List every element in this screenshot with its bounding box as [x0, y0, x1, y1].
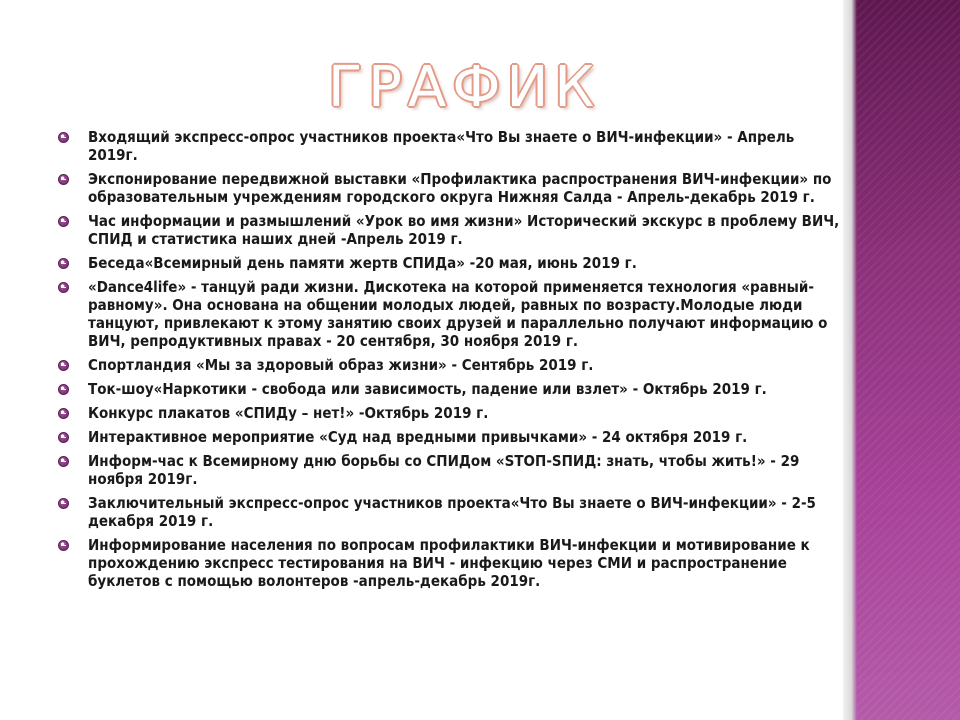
bullet-icon: [58, 498, 69, 509]
list-item: [58, 170, 848, 206]
list-item: [58, 212, 848, 248]
list-item-text: Час информации и размышлений «Урок во имя жизни» Исторический экскурс в проблему ВИЧ, СПИД и статистика наших дней -Апрель 2019 г.: [88, 212, 840, 248]
list-item: [58, 278, 848, 350]
bullet-icon: [58, 174, 69, 185]
list-item-text: Входящий экспресс-опрос участников проекта«Что Вы знаете о ВИЧ-инфекции» - Апрель 2019г.: [88, 128, 795, 164]
bullet-icon: [58, 360, 69, 371]
list-item: [58, 254, 848, 272]
bullet-icon: [58, 456, 69, 467]
list-item: [58, 128, 848, 164]
list-item-text: Заключительный экспресс-опрос участников проекта«Что Вы знаете о ВИЧ-инфекции» - 2-5 декабря 2019 г.: [88, 494, 816, 530]
list-item: [58, 536, 848, 590]
bullet-icon: [58, 282, 69, 293]
list-item-text: Информирование населения по вопросам профилактики ВИЧ-инфекции и мотивирование к прохождению экспресс тестирования на ВИЧ - инфекцию через СМИ и распространение буклетов с помощью волонтеров -апрель-декабрь 2019г.: [88, 536, 810, 590]
list-item: [58, 380, 848, 398]
list-item-text: Информ-час к Всемирному дню борьбы со СПИДом «STOП-SПИД: знать, чтобы жить!» - 29 ноября 2019г.: [88, 452, 800, 488]
bullet-icon: [58, 408, 69, 419]
list-item: [58, 404, 848, 422]
bullet-icon: [58, 132, 69, 143]
list-item-text: Экспонирование передвижной выставки «Профилактика распространения ВИЧ-инфекции» по образовательным учреждениям городского округа Нижняя Салда - Апрель-декабрь 2019 г.: [88, 170, 832, 206]
bullet-icon: [58, 216, 69, 227]
list-item: [58, 356, 848, 374]
slide-title: ГРАФИК: [328, 55, 601, 120]
list-item-text: «Dance4life» - танцуй ради жизни. Дискотека на которой применяется технология «равный-равному». Она основана на общении молодых людей, равных по возрасту.Молодые люди танцуют, привлекают к этому занятию своих друзей и параллельно получают информацию о ВИЧ, репродуктивных правах - 20 сентября, 30 ноября 2019 г.: [88, 278, 828, 350]
bullet-icon: [58, 540, 69, 551]
bullet-icon: [58, 432, 69, 443]
schedule-list: [58, 128, 848, 596]
list-item-text: Интерактивное мероприятие «Суд над вредными привычками» - 24 октября 2019 г.: [88, 428, 748, 446]
bullet-icon: [58, 384, 69, 395]
bullet-icon: [58, 258, 69, 269]
list-item-text: Конкурс плакатов «СПИДу – нет!» -Октябрь 2019 г.: [88, 404, 489, 422]
list-item: [58, 452, 848, 488]
list-item-text: Спортландия «Мы за здоровый образ жизни» - Сентябрь 2019 г.: [88, 356, 594, 374]
list-item-text: Ток-шоу«Наркотики - свобода или зависимость, падение или взлет» - Октябрь 2019 г.: [88, 380, 767, 398]
side-band-pattern: [857, 0, 960, 720]
list-item: [58, 428, 848, 446]
list-item: [58, 494, 848, 530]
list-item-text: Беседа«Всемирный день памяти жертв СПИДа» -20 мая, июнь 2019 г.: [88, 254, 637, 272]
